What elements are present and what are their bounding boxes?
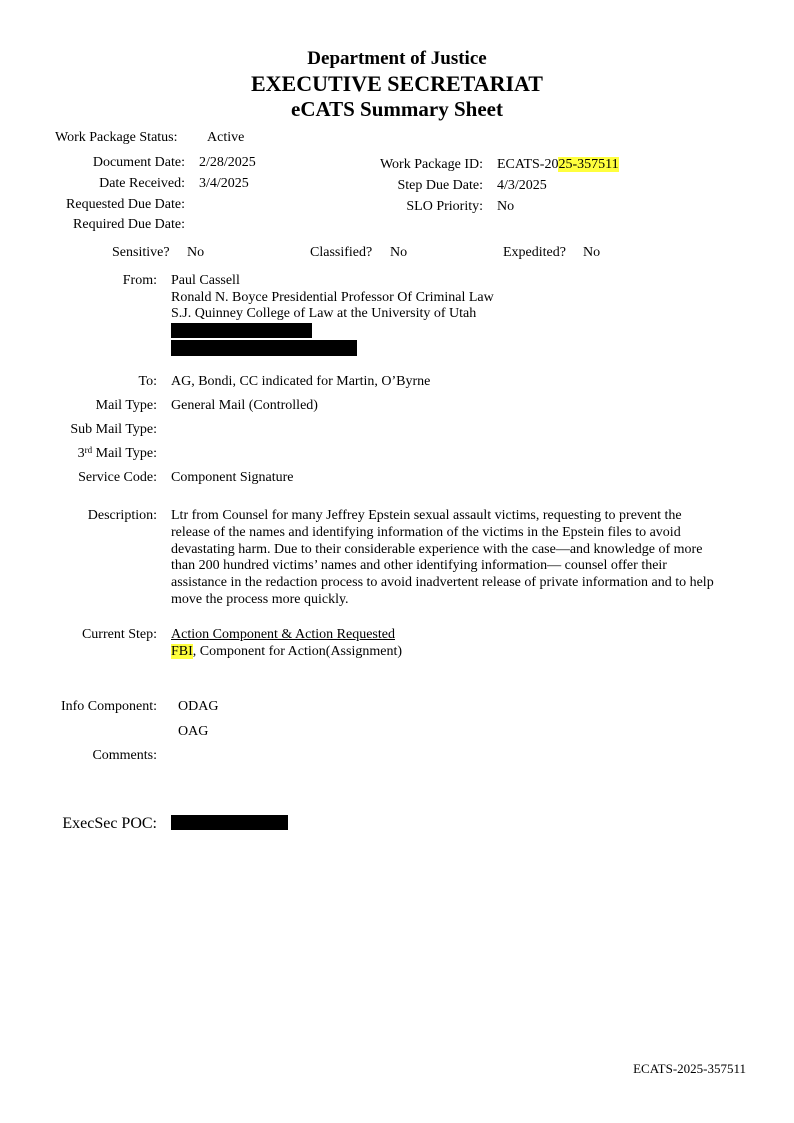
date-received-label: Date Received: [99,176,185,191]
to-label: To: [138,374,157,389]
document-date-value: 2/28/2025 [199,155,256,170]
required-due-date-label: Required Due Date: [73,217,185,232]
from-title: Ronald N. Boyce Presidential Professor Of Criminal Law [171,290,494,305]
comments-label: Comments: [92,748,157,763]
info-component-item: OAG [178,724,209,739]
info-component-label: Info Component: [60,699,157,714]
current-step-title: Action Component & Action Requested [171,627,395,642]
info-component-item: ODAG [178,699,219,714]
service-code-value: Component Signature [171,470,294,485]
execsec-poc-label: ExecSec POC: [62,815,157,832]
work-package-id-value [497,157,619,173]
current-step-detail [171,644,402,660]
sub-mail-type-label: Sub Mail Type: [70,422,157,437]
mail-type-label: Mail Type: [95,398,157,413]
from-label: From: [122,273,157,288]
slo-priority-label: SLO Priority: [406,199,483,214]
from-name: Paul Cassell [171,273,240,288]
description-label: Description: [87,508,157,523]
header-department: Department of Justice [307,48,487,69]
redaction-bar [171,340,357,356]
from-organization: S.J. Quinney College of Law at the University of Utah [171,306,477,321]
work-package-id-highlight: 25-357511 [558,157,619,172]
to-value: AG, Bondi, CC indicated for Martin, O’Byrne [171,374,431,389]
description-text: Ltr from Counsel for many Jeffrey Epstein sexual assault victims, requesting to prevent the release of the names and identifying information of the victims in the Epstein files to avoid devastating harm. Due to their considerable experience with the case—and knowledge of more than 200 hundred victims’ names and other identifying information— counsel offer their assistance in the redaction process to avoid inadvertent release of private information and to help move the process more quickly. [171,508,714,607]
expedited-label: Expedited? [503,245,566,260]
document-date-label: Document Date: [92,155,185,170]
date-received-value: 3/4/2025 [199,176,249,191]
page-title: eCATS Summary Sheet [291,97,503,121]
step-due-date-label: Step Due Date: [397,178,483,193]
current-step-assignment: , Component for Action(Assignment) [192,644,402,659]
current-step-label: Current Step: [81,627,157,642]
expedited-value: No [583,245,601,260]
mail-type-value: General Mail (Controlled) [171,398,318,413]
redaction-bar [171,323,312,338]
work-package-id-label: Work Package ID: [379,157,483,172]
footer-document-id: ECATS-2025-357511 [633,1061,746,1076]
classified-label: Classified? [310,245,373,260]
classified-value: No [390,245,408,260]
work-package-status-value: Active [207,130,245,145]
slo-priority-value: No [497,199,515,214]
step-due-date-value: 4/3/2025 [497,178,547,193]
third-mail-type-label: 3rd Mail Type: [77,445,157,461]
header-executive-secretariat: EXECUTIVE SECRETARIAT [251,71,543,96]
work-package-status-label: Work Package Status: [55,130,178,145]
redaction-bar [171,815,288,830]
work-package-id-prefix: ECATS-20 [497,157,559,172]
sensitive-label: Sensitive? [112,245,170,260]
sensitive-value: No [187,245,205,260]
service-code-label: Service Code: [78,470,157,485]
fbi-component-highlight: FBI [171,644,193,659]
requested-due-date-label: Requested Due Date: [66,197,185,212]
